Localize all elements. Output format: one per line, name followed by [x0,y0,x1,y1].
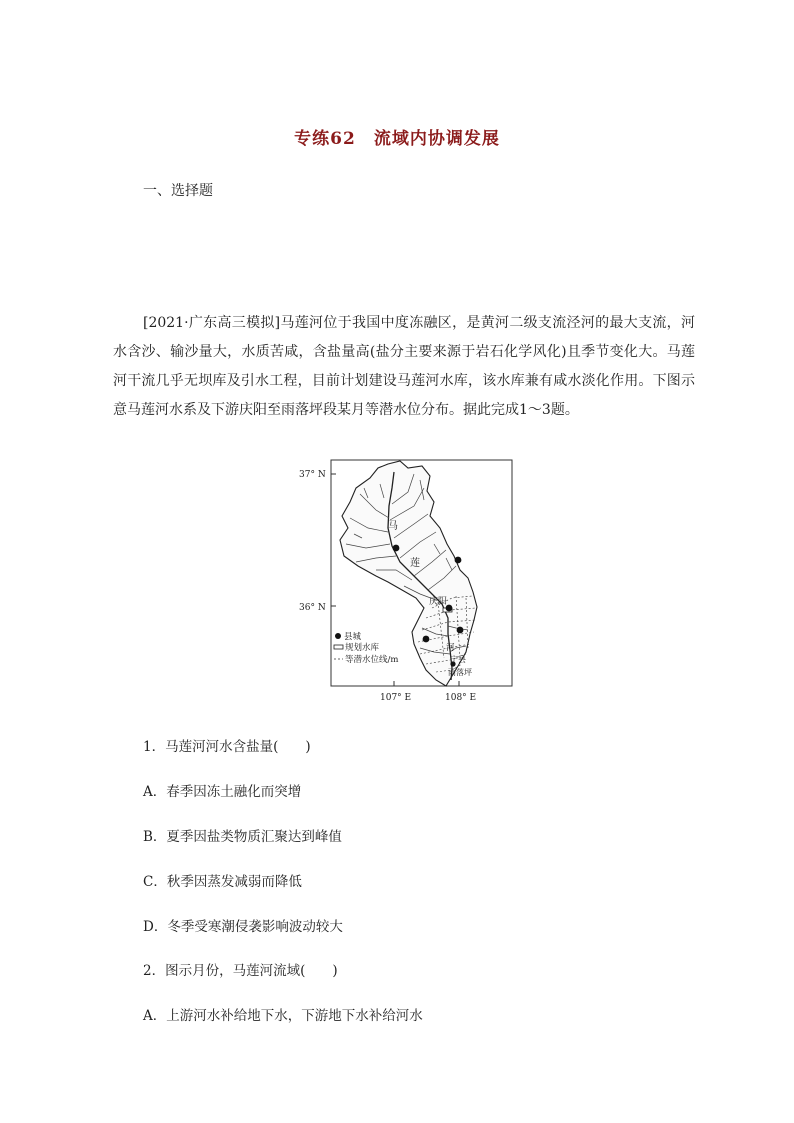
county-dot [423,636,430,643]
county-dot [455,557,462,564]
question-1-option-d[interactable]: D．冬季受寒潮侵袭影响波动较大 [143,919,343,935]
question-1-option-a[interactable]: A．春季因冻土融化而突增 [143,784,302,800]
river-basin-map [296,458,516,704]
legend-isoline-label: 等潜水位线/m [345,655,399,665]
town-label: 雨落坪 [448,668,472,677]
map-legend [334,631,398,665]
legend-reservoir-symbol [334,645,343,649]
question-1-option-c[interactable]: C．秋季因蒸发减弱而降低 [143,874,302,890]
lon-label: 108° E [445,693,477,703]
legend-county-label: 县城 [344,632,362,642]
question-1-stem: 1．马莲河河水含盐量( ) [143,739,311,755]
lat-label: 36° N [299,603,326,613]
legend-county-symbol [335,633,341,639]
county-dot [393,545,400,552]
river-label: 河 [446,643,455,653]
question-2-stem: 2．图示月份，马莲河流域( ) [143,963,338,979]
section-heading: 一、选择题 [143,183,213,199]
lat-label: 37° N [299,470,326,480]
river-label: 莲 [410,558,420,569]
town-label: 宁县 [450,655,466,664]
legend-reservoir-label: 规划水库 [345,643,380,653]
river-label: 马 [388,521,398,532]
page-title: 专练62 流域内协调发展 [294,129,500,149]
lon-label: 107° E [380,693,412,703]
city-label: 庆阳 [429,597,448,607]
question-2-option-a[interactable]: A．上游河水补给地下水，下游地下水补给河水 [143,1008,423,1024]
intro-paragraph: [2021·广东高三模拟]马莲河位于我国中度冻融区，是黄河二级支流泾河的最大支流，河水含沙、输沙量大，水质苦咸，含盐量高(盐分主要来源于岩石化学风化)且季节变化大。马莲河干流几乎无坝库及引水工程，目前计划建设马莲河水库，该水库兼有咸水淡化作用。下图示意马莲河水系及下游庆阳至雨落坪段某月等潜水位分布。据此完成1～3题。 [113,315,695,418]
county-dot [457,627,464,634]
question-1-option-b[interactable]: B．夏季因盐类物质汇聚达到峰值 [143,829,342,845]
